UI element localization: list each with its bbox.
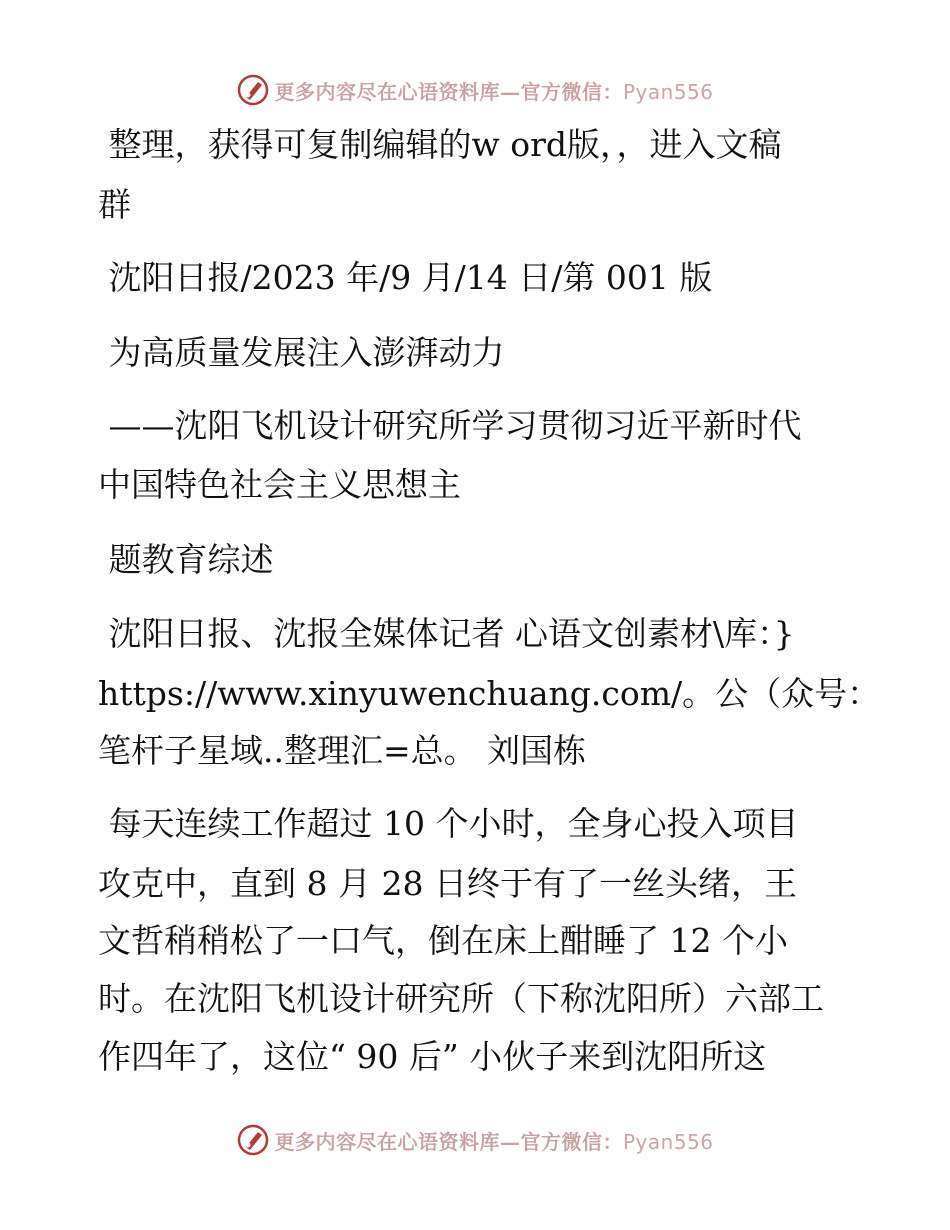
paragraph-line: 文哲稍稍松了一口气，倒在床上酣睡了 12 个小: [98, 921, 788, 960]
paragraph-line: 时。在沈阳飞机设计研究所（下称沈阳所）六部工: [98, 979, 824, 1018]
pen-nib-logo-icon: [236, 73, 270, 107]
text-line: 沈阳日报/2023 年/9 月/14 日/第 001 版: [98, 258, 713, 297]
article-subtitle: ——沈阳飞机设计研究所学习贯彻习近平新时代: [98, 406, 802, 445]
article-title: 为高质量发展注入澎湃动力: [98, 333, 505, 372]
byline: 沈阳日报、沈报全媒体记者 心语文创素材\库：}: [98, 614, 795, 653]
text-line: https://www.xinyuwenchuang.com/。公（众号：: [98, 674, 881, 713]
watermark-text: 更多内容尽在心语资料库—官方微信：Pyan556: [274, 79, 714, 104]
paragraph-line: 每天连续工作超过 10 个小时，全身心投入项目: [98, 804, 799, 843]
header-watermark: [0, 70, 950, 110]
text-line: 中国特色社会主义思想主: [98, 465, 461, 504]
watermark-text: 更多内容尽在心语资料库—官方微信：Pyan556: [274, 1129, 714, 1154]
text-line: 群: [98, 185, 131, 224]
paragraph-line: 攻克中，直到 8 月 28 日终于有了一丝头绪，王: [98, 864, 797, 903]
paragraph-line: 作四年了，这位“ 90 后” 小伙子来到沈阳所这: [98, 1037, 767, 1076]
footer-watermark: [0, 1120, 950, 1160]
text-line: 整理，获得可复制编辑的w ord版，，进入文稿: [98, 125, 782, 164]
text-line: 笔杆子星域..整理汇=总。 刘国栋: [98, 731, 587, 770]
pen-nib-logo-icon: [236, 1123, 270, 1157]
text-line: 题教育综述: [98, 540, 274, 579]
